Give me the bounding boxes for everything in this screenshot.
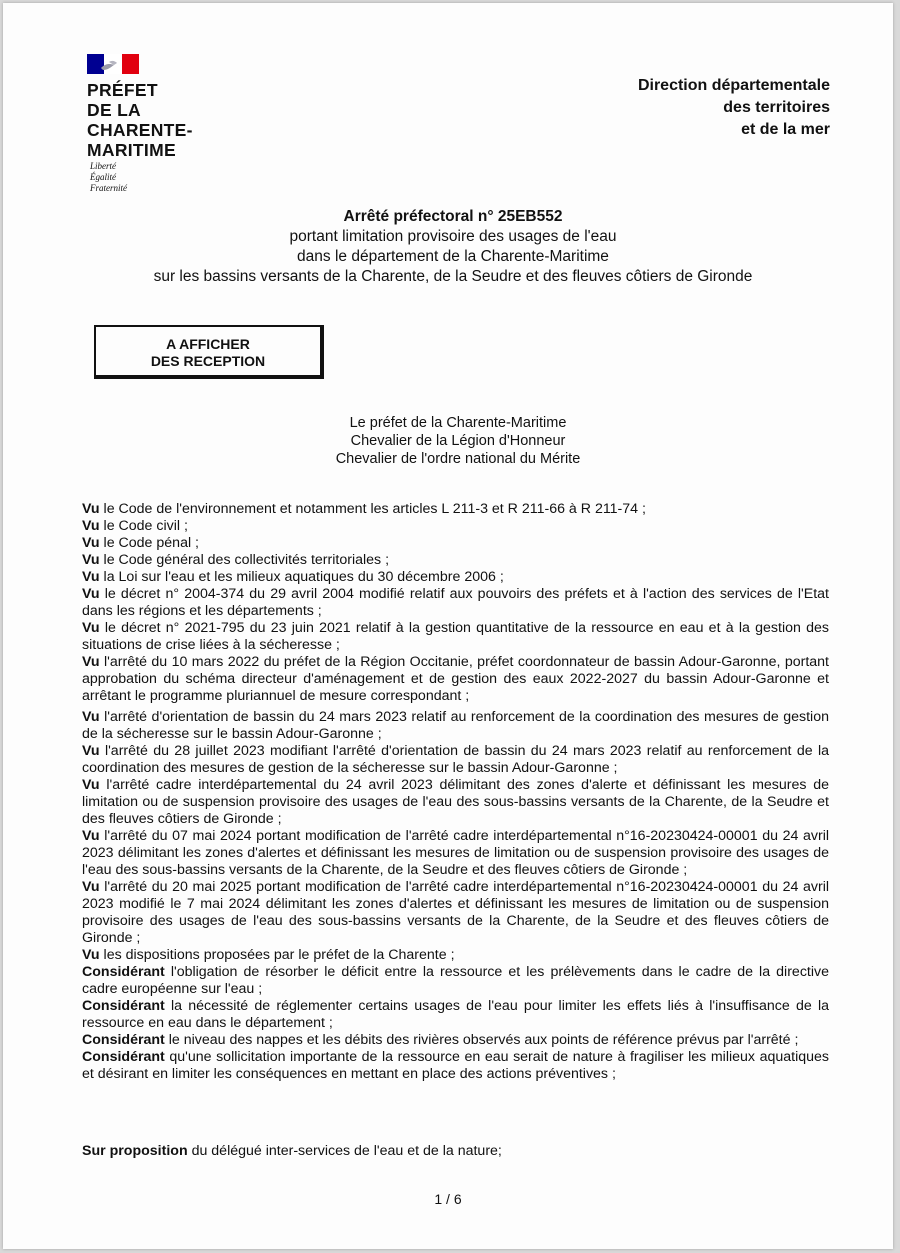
consideration-item bbox=[82, 998, 829, 1032]
consideration-keyword: Vu bbox=[82, 777, 100, 793]
republic-motto bbox=[90, 161, 127, 194]
consideration-item bbox=[82, 535, 829, 552]
proposal-paragraph bbox=[82, 1143, 829, 1160]
consideration-text: le Code général des collectivités territoriales ; bbox=[99, 552, 390, 568]
consideration-text: les dispositions proposées par le préfet de la Charente ; bbox=[99, 947, 455, 963]
consideration-item bbox=[82, 709, 829, 743]
consideration-text: le niveau des nappes et les débits des rivières observés aux points de référence prévus par l'arrêté ; bbox=[164, 1032, 799, 1048]
consideration-text: le Code de l'environnement et notamment les articles L 211-3 et R 211-66 à R 211-74 ; bbox=[99, 501, 646, 517]
consideration-keyword: Vu bbox=[82, 586, 100, 602]
consideration-item bbox=[82, 777, 829, 828]
consideration-text: l'arrêté d'orientation de bassin du 24 mars 2023 relatif au renforcement de la coordination des mesures de gestion de la sécheresse sur le bassin Adour-Garonne ; bbox=[82, 709, 829, 742]
consideration-keyword: Vu bbox=[82, 879, 100, 895]
direction-line: des territoires bbox=[723, 99, 830, 116]
consideration-keyword: Vu bbox=[82, 569, 100, 585]
decree-title bbox=[63, 207, 843, 287]
prefect-titles bbox=[303, 414, 613, 468]
consideration-item bbox=[82, 654, 829, 705]
consideration-text: le décret n° 2004-374 du 29 avril 2004 modifié relatif aux pouvoirs des préfets et à l'action des services de l'Etat dans les régions et les départements ; bbox=[82, 586, 829, 619]
direction-line: Direction départementale bbox=[637, 77, 830, 94]
page-number: 1 / 6 bbox=[434, 1191, 462, 1207]
motto-line: Égalité bbox=[90, 172, 116, 182]
consideration-keyword: Vu bbox=[82, 947, 100, 963]
consideration-text: la Loi sur l'eau et les milieux aquatiques du 30 décembre 2006 ; bbox=[99, 569, 504, 585]
proposal-text: du délégué inter-services de l'eau et de la nature; bbox=[187, 1143, 502, 1159]
consideration-text: l'arrêté du 10 mars 2022 du préfet de la Région Occitanie, préfet coordonnateur de bassin Adour-Garonne, portant approbation du schéma directeur d'aménagement et de gestion des eaux 2022-2027 du bassin Adour-Garonne et arrêtant le programme pluriannuel de mesure correspondant ; bbox=[82, 654, 829, 704]
motto-line: Fraternité bbox=[90, 183, 127, 193]
consideration-text: l'obligation de résorber le déficit entre la ressource et les prélèvements dans le cadre de la directive cadre européenne sur l'eau ; bbox=[82, 964, 829, 997]
notice-line: DES RECEPTION bbox=[150, 353, 266, 369]
consideration-text: l'arrêté du 28 juillet 2023 modifiant l'arrêté d'orientation de bassin du 24 mars 2023 relatif au renforcement de la coordination des mesures de gestion de la sécheresse sur le bassin Adour-Garonne ; bbox=[82, 743, 829, 776]
consideration-text: le Code civil ; bbox=[99, 518, 188, 534]
consideration-keyword: Vu bbox=[82, 743, 100, 759]
consideration-text: qu'une sollicitation importante de la ressource en eau serait de nature à fragiliser les milieux aquatiques et désirant en limiter les conséquences en mettant en place des actions préventives ; bbox=[82, 1049, 829, 1082]
consideration-keyword: Vu bbox=[82, 709, 100, 725]
consideration-keyword: Considérant bbox=[82, 964, 165, 980]
proposal-keyword: Sur proposition bbox=[82, 1143, 188, 1159]
consideration-item bbox=[82, 828, 829, 879]
consideration-item bbox=[82, 964, 829, 998]
prefecture-line: MARITIME bbox=[87, 140, 176, 160]
consideration-keyword: Vu bbox=[82, 828, 100, 844]
consideration-text: le décret n° 2021-795 du 23 juin 2021 relatif à la gestion quantitative de la ressource en eau et à la gestion des situations de crise liées à la sécheresse ; bbox=[82, 620, 829, 653]
marianne-flag-logo bbox=[87, 54, 139, 74]
prefecture-line: DE LA bbox=[87, 100, 141, 120]
motto-line: Liberté bbox=[90, 161, 116, 171]
direction-line: et de la mer bbox=[741, 121, 830, 138]
consideration-text: l'arrêté cadre interdépartemental du 24 avril 2023 délimitant des zones d'alerte et définissant les mesures de limitation ou de suspension provisoire des usages de l'eau des sous-bassins versants de la Charente, de la Seudre et des fleuves côtiers de Gironde ; bbox=[82, 777, 829, 827]
consideration-item bbox=[82, 1032, 829, 1049]
considerations-list bbox=[82, 501, 829, 1083]
consideration-item bbox=[82, 947, 829, 964]
consideration-item bbox=[82, 879, 829, 947]
decree-subject-line: portant limitation provisoire des usages de l'eau bbox=[289, 228, 617, 245]
consideration-text: l'arrêté du 20 mai 2025 portant modification de l'arrêté cadre interdépartemental n°16-20230424-00001 du 24 avril 2023 modifié le 7 mai 2024 délimitant les zones d'alertes et définissant les mesures de limitation ou de suspension provisoire des usages de l'eau des sous-bassins versants de la Charente, de la Seudre et des fleuves côtiers de Gironde ; bbox=[82, 879, 829, 946]
consideration-text: la nécessité de réglementer certains usages de l'eau pour limiter les effets liés à l'insuffisance de la ressource en eau dans le département ; bbox=[82, 998, 829, 1031]
display-notice-box bbox=[94, 325, 324, 379]
consideration-item bbox=[82, 518, 829, 535]
prefect-title-line: Le préfet de la Charente-Maritime bbox=[349, 415, 567, 431]
consideration-item bbox=[82, 552, 829, 569]
consideration-keyword: Vu bbox=[82, 535, 100, 551]
consideration-item bbox=[82, 743, 829, 777]
notice-line: A AFFICHER bbox=[166, 336, 250, 352]
document-page bbox=[3, 3, 893, 1249]
consideration-keyword: Considérant bbox=[82, 1032, 165, 1048]
consideration-text: le Code pénal ; bbox=[99, 535, 199, 551]
consideration-item bbox=[82, 1049, 829, 1083]
prefect-title-line: Chevalier de l'ordre national du Mérite bbox=[335, 451, 581, 467]
consideration-keyword: Vu bbox=[82, 501, 100, 517]
consideration-keyword: Considérant bbox=[82, 1049, 165, 1065]
decree-subject-line: dans le département de la Charente-Maritime bbox=[297, 248, 609, 265]
consideration-keyword: Vu bbox=[82, 654, 100, 670]
issuing-direction bbox=[530, 75, 830, 141]
consideration-keyword: Considérant bbox=[82, 998, 165, 1014]
consideration-keyword: Vu bbox=[82, 552, 100, 568]
prefecture-line: CHARENTE- bbox=[87, 120, 193, 140]
consideration-item bbox=[82, 586, 829, 620]
decree-reference: Arrêté préfectoral n° 25EB552 bbox=[343, 208, 563, 225]
consideration-keyword: Vu bbox=[82, 518, 100, 534]
prefect-title-line: Chevalier de la Légion d'Honneur bbox=[350, 433, 566, 449]
prefecture-line: PRÉFET bbox=[87, 80, 158, 100]
decree-subject-line: sur les bassins versants de la Charente, de la Seudre et des fleuves côtiers de Gironde bbox=[153, 268, 753, 285]
consideration-item bbox=[82, 501, 829, 518]
consideration-item bbox=[82, 620, 829, 654]
prefecture-name bbox=[87, 80, 287, 160]
consideration-item bbox=[82, 569, 829, 586]
consideration-keyword: Vu bbox=[82, 620, 100, 636]
consideration-text: l'arrêté du 07 mai 2024 portant modification de l'arrêté cadre interdépartemental n°16-20230424-00001 du 24 avril 2023 délimitant les zones d'alertes et définissant les mesures de limitation ou de suspension provisoire des usages de l'eau des sous-bassins versants de la Charente, de la Seudre et des fleuves côtiers de Gironde ; bbox=[82, 828, 829, 878]
